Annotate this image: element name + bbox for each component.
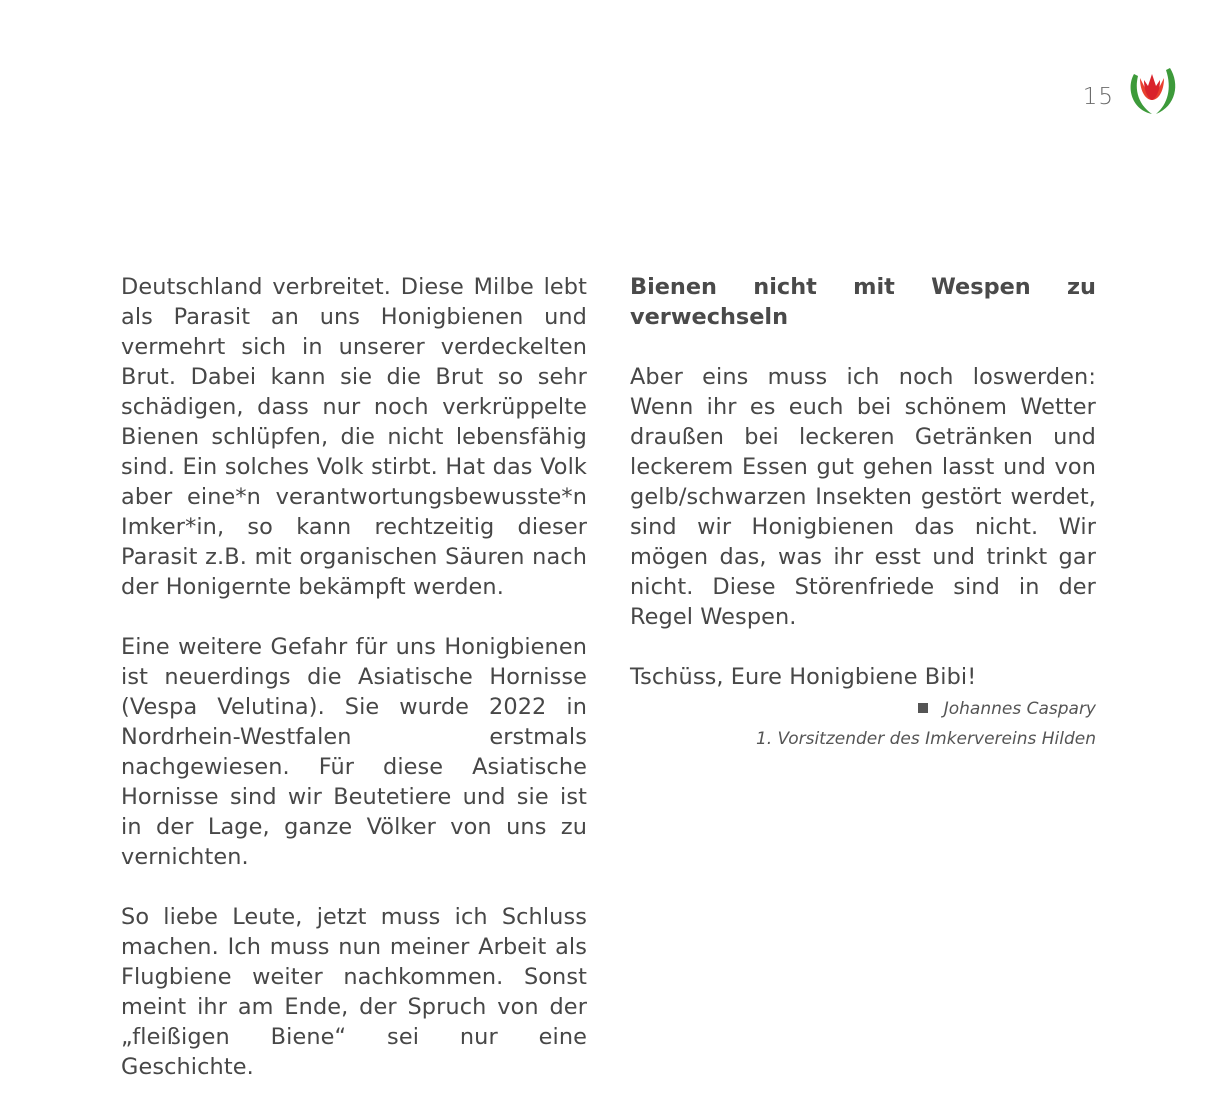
section-heading: Bienen nicht mit Wespen zu verwechseln <box>630 274 1096 330</box>
paragraph-varroa: Deutschland verbreitet. Diese Milbe lebt als Parasit an uns Honigbienen und vermehrt sich in unserer verdeckelten Brut. Dabei kann sie die Brut so sehr schädigen, dass nur noch verkrüppelte Bienen schlüpfen, die nicht lebensfähig sind. Ein solches Volk stirbt. Hat das Volk aber eine*n verantwortungsbewusste*n Imker*in, so kann rechtzeitig dieser Parasit z.B. mit organischen Säuren nach der Honigernte bekämpft werden. <box>121 274 587 600</box>
paragraph-schluss: So liebe Leute, jetzt muss ich Schluss machen. Ich muss nun meiner Arbeit als Flugbiene weiter nachkommen. Sonst meint ihr am Ende, der Spruch von der „fleißigen Biene“ sei nur eine Geschichte. <box>121 904 587 1080</box>
page-number: 15 <box>1082 84 1114 110</box>
left-column <box>121 272 587 1112</box>
paragraph-hornisse: Eine weitere Gefahr für uns Honigbienen ist neuerdings die Asiatische Hornisse (Vespa Velutina). Sie wurde 2022 in Nordrhein-Westfalen erstmals nachgewiesen. Für diese Asiatische Hornisse sind wir Beutetiere und sie ist in der Lage, ganze Völker von uns zu vernichten. <box>121 634 587 870</box>
signature-role: 1. Vorsitzender des Imkervereins Hilden <box>755 729 1096 749</box>
square-bullet-icon <box>918 703 928 713</box>
paragraph-wespen: Aber eins muss ich noch loswerden: Wenn ihr es euch bei schönem Wetter draußen bei leckeren Getränken und leckerem Essen gut gehen lasst und von gelb/schwarzen Insekten gestört werdet, sind wir Honigbienen das nicht. Wir mögen das, was ihr esst und trinkt gar nicht. Diese Störenfriede sind in der Regel Wespen. <box>630 364 1096 630</box>
tulip-logo-icon <box>1124 60 1180 120</box>
right-column <box>630 272 1096 754</box>
signature-author <box>630 694 1096 724</box>
greeting: Tschüss, Eure Honigbiene Bibi! <box>630 664 977 690</box>
author-name: Johannes Caspary <box>943 699 1096 719</box>
